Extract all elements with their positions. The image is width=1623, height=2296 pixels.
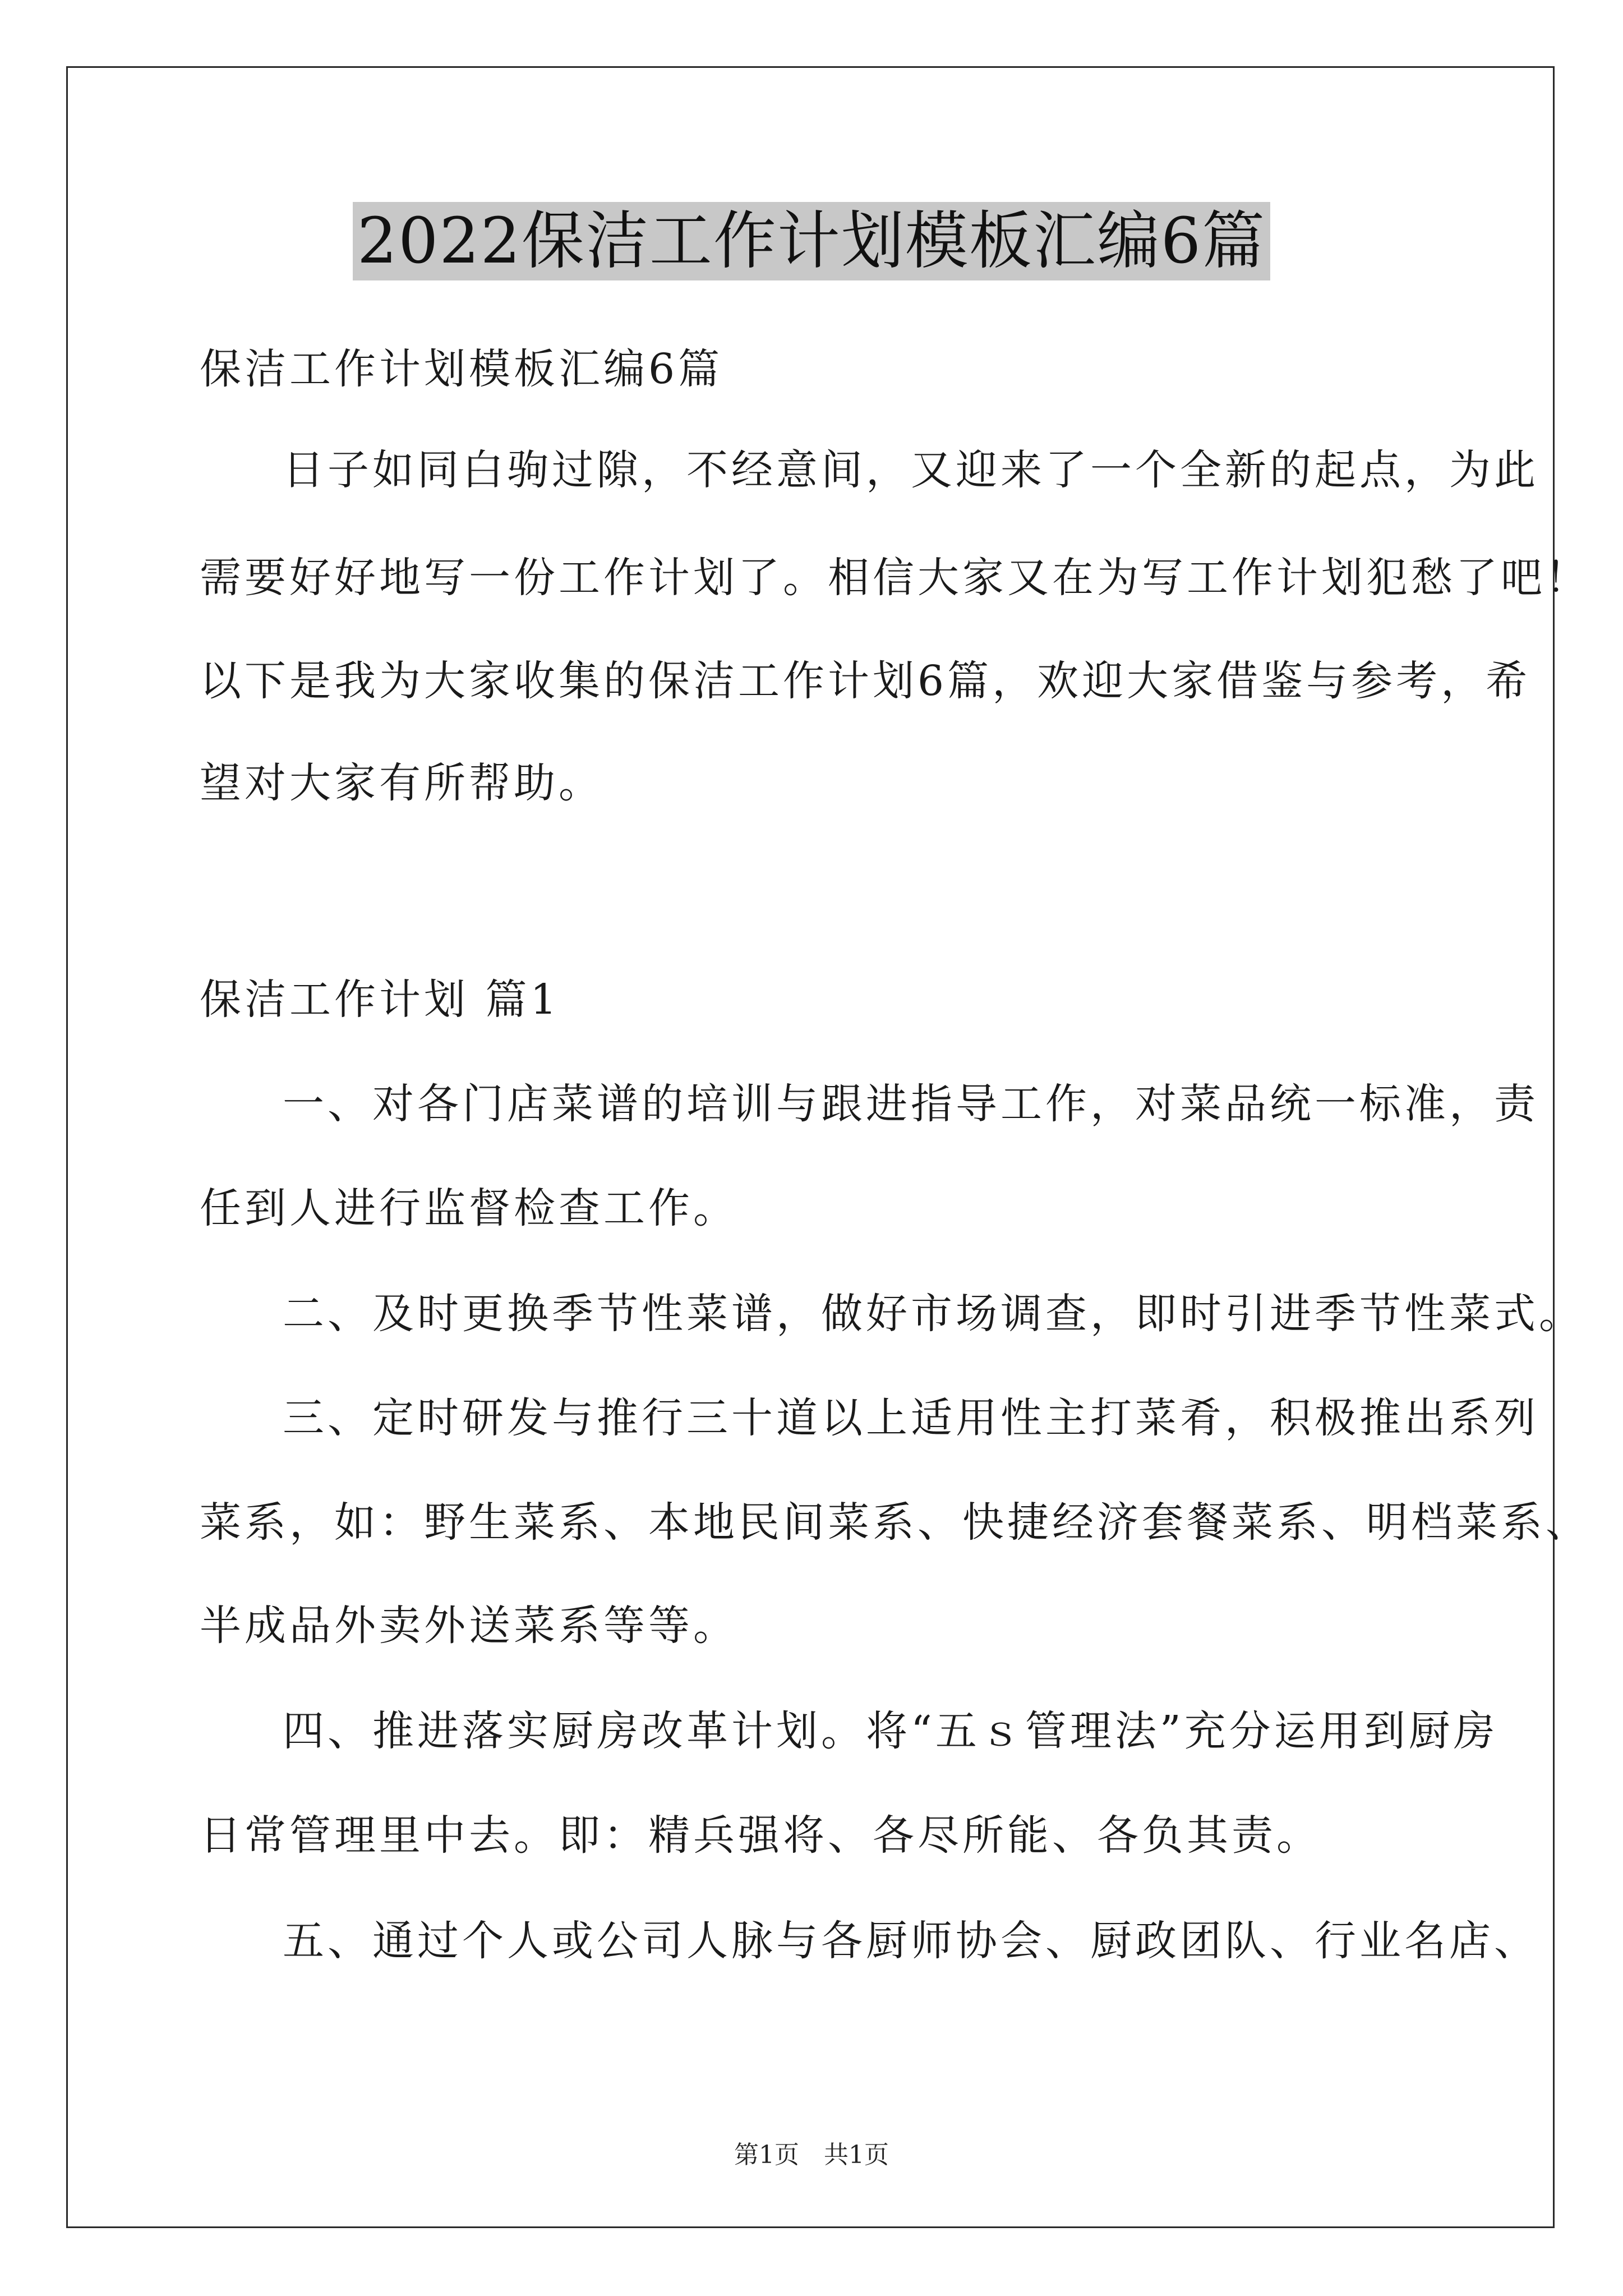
body-line: 任到人进行监督检查工作。 <box>200 1184 738 1232</box>
body-line: 五、通过个人或公司人脉与各厨师协会、厨政团队、行业名店、 <box>283 1917 1539 1965</box>
body-line: 三、定时研发与推行三十道以上适用性主打菜肴，积极推出系列 <box>283 1394 1539 1442</box>
page-footer <box>0 2134 1623 2170</box>
body-line: 日常管理里中去。即：精兵强将、各尽所能、各负其责。 <box>200 1811 1321 1860</box>
document-title: 2022保洁工作计划模板汇编6篇 <box>353 202 1270 280</box>
body-line: 菜系，如：野生菜系、本地民间菜系、快捷经济套餐菜系、明档菜系、 <box>200 1498 1590 1547</box>
page-number: 第1页 <box>734 2141 799 2169</box>
title-container <box>0 202 1623 280</box>
body-line: 半成品外卖外送菜系等等。 <box>200 1602 738 1650</box>
intro-line: 望对大家有所帮助。 <box>200 759 603 807</box>
body-line: 四、推进落实厨房改革计划。将“五ｓ管理法”充分运用到厨房 <box>283 1707 1498 1755</box>
body-line: 二、及时更换季节性菜谱，做好市场调查，即时引进季节性菜式。 <box>283 1290 1584 1338</box>
section-heading: 保洁工作计划 篇1 <box>200 976 560 1024</box>
page-total: 共1页 <box>824 2141 889 2169</box>
document-subtitle: 保洁工作计划模板汇编6篇 <box>200 345 723 393</box>
body-line: 一、对各门店菜谱的培训与跟进指导工作，对菜品统一标准，责 <box>283 1080 1539 1128</box>
intro-line: 日子如同白驹过隙，不经意间，又迎来了一个全新的起点，为此 <box>283 446 1539 494</box>
intro-line: 以下是我为大家收集的保洁工作计划6篇，欢迎大家借鉴与参考，希 <box>200 657 1531 705</box>
intro-line: 需要好好地写一份工作计划了。相信大家又在为写工作计划犯愁了吧！ <box>200 554 1590 602</box>
document-body <box>200 342 1590 1968</box>
